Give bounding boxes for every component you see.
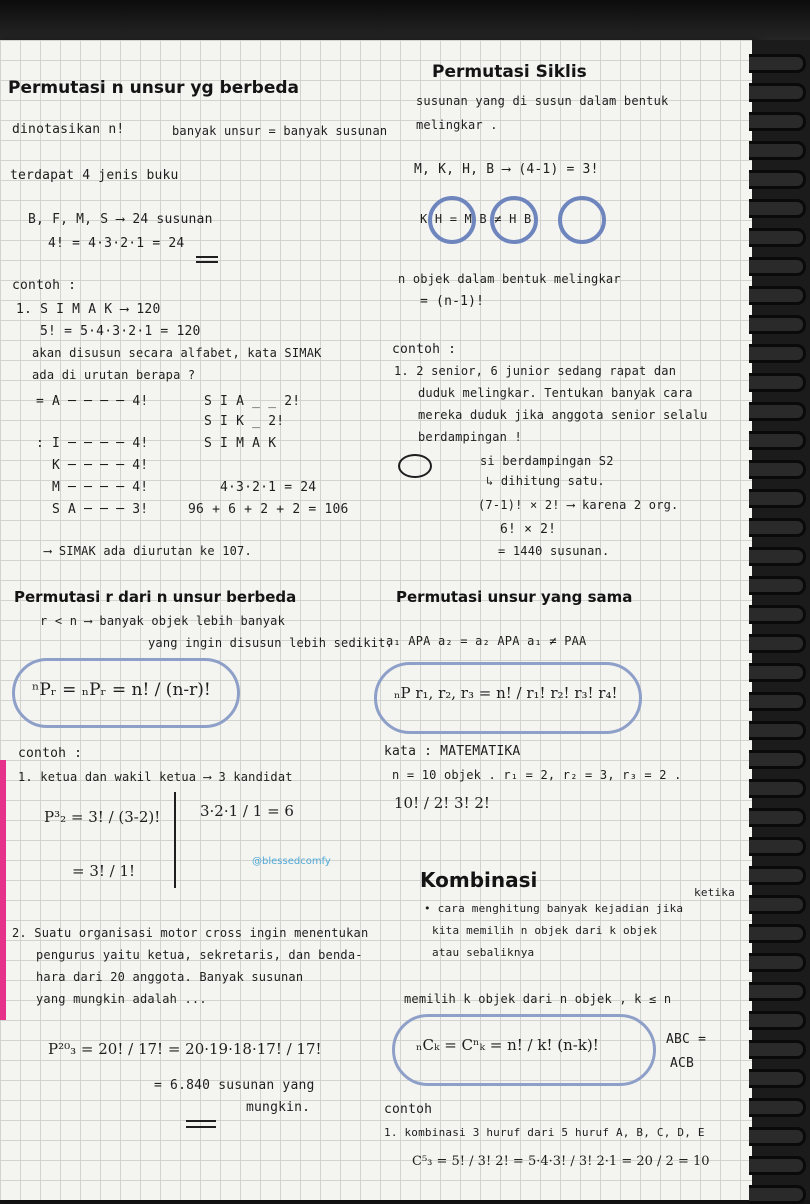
text-6840: = 6.840 susunan yang	[154, 1078, 315, 1093]
spiral-binding	[752, 40, 810, 1200]
text-disusun-sedikit: yang ingin disusun lebih sedikit.	[148, 636, 394, 650]
text-kombinasi-3: atau sebaliknya	[432, 946, 535, 959]
binding-ring	[749, 518, 806, 537]
binding-ring	[749, 721, 806, 740]
text-melingkar: melingkar .	[416, 118, 498, 132]
text-senior-2: duduk melingkar. Tentukan banyak cara	[418, 386, 693, 400]
text-matematika: kata : MATEMATIKA	[384, 744, 521, 759]
binding-ring	[749, 837, 806, 856]
binding-ring	[749, 576, 806, 595]
binding-ring	[749, 634, 806, 653]
binding-ring	[749, 953, 806, 972]
text-ketua-wakil: 1. ketua dan wakil ketua ⟶ 3 kandidat	[18, 770, 293, 784]
notebook-page	[0, 40, 760, 1200]
text-banyak-unsur: banyak unsur = banyak susunan	[172, 124, 388, 138]
binding-ring	[749, 83, 806, 102]
text-row-m: M ─ ─ ─ ─ 4!	[52, 480, 149, 495]
text-mungkin: mungkin.	[246, 1100, 311, 1115]
binding-ring	[749, 257, 806, 276]
text-senior-1: 1. 2 senior, 6 junior sedang rapat dan	[394, 364, 677, 378]
text-soal-2c: hara dari 20 anggota. Banyak susunan	[36, 970, 304, 984]
binding-ring	[749, 547, 806, 566]
binding-ring	[749, 895, 806, 914]
binding-ring	[749, 1011, 806, 1030]
binding-ring	[749, 141, 806, 160]
binding-ring	[749, 1040, 806, 1059]
text-faktorial-5: 5! = 5·4·3·2·1 = 120	[40, 324, 201, 339]
formula-npr: ⁿPᵣ = ₙPᵣ = n! / (n-r)!	[32, 680, 211, 700]
formula-3-1: = 3! / 1!	[72, 862, 136, 880]
text-row-sia: S I A _ _ 2!	[204, 394, 301, 409]
binding-ring	[749, 228, 806, 247]
text-r-kurang-n: r < n ⟶ banyak objek lebih banyak	[40, 614, 286, 628]
binding-ring	[749, 315, 806, 334]
formula-kombinasi: ₙCₖ = Cⁿₖ = n! / k! (n-k)!	[416, 1036, 599, 1054]
text-kombinasi-2: kita memilih n objek dari k objek	[432, 924, 658, 937]
text-7-minus-1: (7-1)! × 2! ⟶ karena 2 org.	[478, 498, 679, 512]
text-1440: = 1440 susunan.	[498, 544, 610, 558]
binding-ring	[749, 54, 806, 73]
circle-diagram-3	[558, 196, 606, 244]
binding-ring	[749, 431, 806, 450]
text-jumlah-106: 96 + 6 + 2 + 2 = 106	[188, 502, 349, 517]
text-bfms: B, F, M, S ⟶ 24 susunan	[28, 212, 213, 227]
text-row-simak: S I M A K	[204, 436, 277, 451]
binding-ring	[749, 982, 806, 1001]
text-jenis-buku: terdapat 4 jenis buku	[10, 168, 179, 183]
text-urutan-107: ⟶ SIMAK ada diurutan ke 107.	[44, 544, 252, 558]
text-soal-2a: 2. Suatu organisasi motor cross ingin menentukan	[12, 926, 369, 940]
text-r-values: n = 10 objek . r₁ = 2, r₂ = 3, r₃ = 2 .	[392, 768, 682, 782]
text-n-objek: n objek dalam bentuk melingkar	[398, 272, 621, 286]
text-kombinasi-1: • cara menghitung banyak kejadian jika	[424, 902, 684, 915]
formula-10-faktorial: 10! / 2! 3! 2!	[394, 794, 490, 812]
binding-ring	[749, 112, 806, 131]
desk-top-edge	[0, 0, 810, 40]
text-kombinasi-huruf: 1. kombinasi 3 huruf dari 5 huruf A, B, C, D, E	[384, 1126, 705, 1139]
binding-ring	[749, 808, 806, 827]
binding-ring	[749, 344, 806, 363]
binding-ring	[749, 1098, 806, 1117]
heading-permutasi-siklis: Permutasi Siklis	[432, 62, 587, 82]
text-alfabet: akan disusun secara alfabet, kata SIMAK	[32, 346, 322, 360]
seat-circle	[398, 454, 432, 478]
text-circle-labels: K H = M B ≠ H B	[420, 212, 532, 226]
binding-ring	[749, 1185, 806, 1204]
binding-ring	[749, 750, 806, 769]
text-contoh-r: contoh :	[18, 746, 83, 761]
formula-p20-3: P²⁰₃ = 20! / 17! = 20·19·18·17! / 17!	[48, 1040, 322, 1058]
binding-ring	[749, 924, 806, 943]
text-dihitung-satu: ↳ dihitung satu.	[486, 474, 605, 488]
formula-p32: P³₂ = 3! / (3-2)!	[44, 808, 161, 826]
text-soal-2d: yang mungkin adalah ...	[36, 992, 207, 1006]
binding-ring	[749, 663, 806, 682]
binding-ring	[749, 199, 806, 218]
text-ketika: ketika	[694, 886, 735, 899]
pink-tab	[0, 760, 6, 1020]
text-contoh: contoh :	[12, 278, 77, 293]
text-row-sik: S I K _ 2!	[204, 414, 285, 429]
heading-permutasi-sama: Permutasi unsur yang sama	[396, 588, 633, 606]
binding-ring	[749, 460, 806, 479]
binding-ring	[749, 489, 806, 508]
text-faktorial-4: 4! = 4·3·2·1 = 24	[48, 236, 185, 251]
text-contoh-siklis: contoh :	[392, 342, 457, 357]
text-susunan-siklis: susunan yang di susun dalam bentuk	[416, 94, 669, 108]
text-soal-2b: pengurus yaitu ketua, sekretaris, dan benda-	[36, 948, 363, 962]
text-row-a: = A ─ ─ ─ ─ 4!	[36, 394, 149, 409]
text-hasil-24: 4·3·2·1 = 24	[220, 480, 317, 495]
text-6-kali-2: 6! × 2!	[500, 522, 557, 537]
binding-ring	[749, 402, 806, 421]
binding-ring	[749, 692, 806, 711]
text-row-k: K ─ ─ ─ ─ 4!	[52, 458, 149, 473]
binding-ring	[749, 779, 806, 798]
text-acb: ACB	[670, 1056, 695, 1071]
heading-permutasi-n: Permutasi n unsur yg berbeda	[8, 78, 299, 98]
binding-ring	[749, 373, 806, 392]
heading-kombinasi: Kombinasi	[420, 868, 538, 892]
text-urutan: ada di urutan berapa ?	[32, 368, 196, 382]
binding-ring	[749, 286, 806, 305]
binding-ring	[749, 1127, 806, 1146]
text-senior-3: mereka duduk jika anggota senior selalu	[418, 408, 708, 422]
text-n-minus-1: = (n-1)!	[420, 294, 485, 309]
text-row-sa: S A ─ ─ ─ 3!	[52, 502, 149, 517]
text-contoh-kombinasi: contoh	[384, 1102, 433, 1117]
text-k-objek: memilih k objek dari n objek , k ≤ n	[404, 992, 672, 1006]
heading-permutasi-r: Permutasi r dari n unsur berbeda	[14, 588, 297, 606]
binding-ring	[749, 605, 806, 624]
text-simak: 1. S I M A K ⟶ 120	[16, 302, 161, 317]
binding-ring	[749, 1069, 806, 1088]
text-senior-4: berdampingan !	[418, 430, 522, 444]
watermark-credit: @blessedcomfy	[252, 856, 331, 867]
text-si-berdampingan: si berdampingan S2	[480, 454, 614, 468]
formula-c5-3: C⁵₃ = 5! / 3! 2! = 5·4·3! / 3! 2·1 = 20 / 2 = 10	[412, 1154, 710, 1169]
binding-ring	[749, 170, 806, 189]
text-mkhb: M, K, H, B ⟶ (4-1) = 3!	[414, 162, 599, 177]
text-apa: a₁ APA a₂ = a₂ APA a₁ ≠ PAA	[386, 634, 587, 648]
formula-unsur-sama: ₙP r₁, r₂, r₃ = n! / r₁! r₂! r₃! r₄!	[394, 684, 618, 702]
text-abc: ABC =	[666, 1032, 707, 1047]
text-notasi: dinotasikan n!	[12, 122, 125, 137]
formula-hasil-6: 3·2·1 / 1 = 6	[200, 802, 294, 820]
binding-ring	[749, 1156, 806, 1175]
binding-ring	[749, 866, 806, 885]
text-row-i: : I ─ ─ ─ ─ 4!	[36, 436, 149, 451]
